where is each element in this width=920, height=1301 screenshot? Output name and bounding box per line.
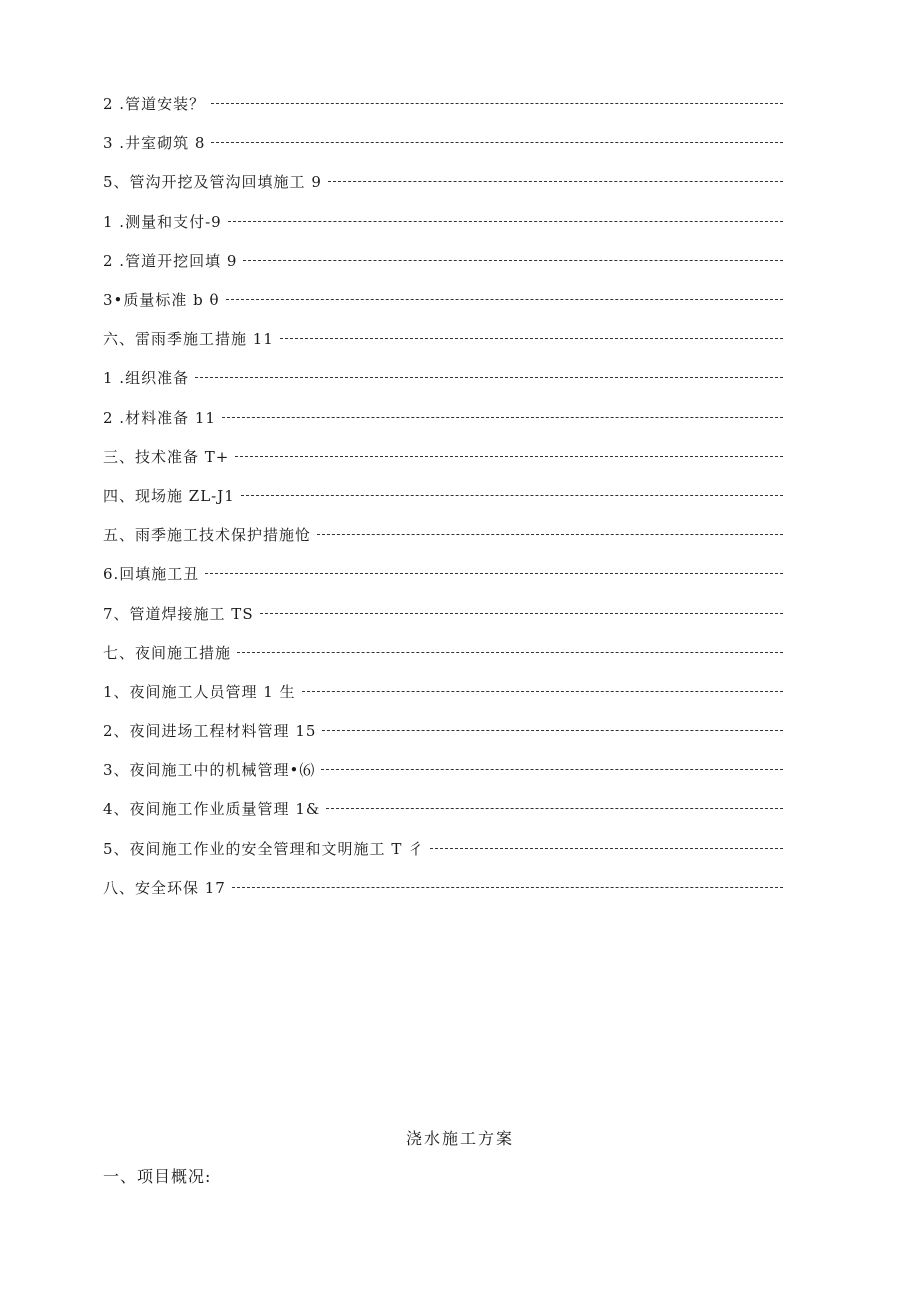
toc-entry-label: 三、技术准备 T+ [103, 447, 230, 466]
toc-leader [222, 417, 783, 418]
toc-entry[interactable] [103, 515, 783, 554]
toc-entry[interactable] [103, 358, 783, 397]
toc-entry[interactable] [103, 633, 783, 672]
toc-entry-label: 2、夜间进场工程材料管理 15 [103, 722, 317, 741]
toc-leader [228, 221, 783, 222]
toc-entry-label: 八、安全环保 17 [103, 878, 226, 897]
toc-entry[interactable] [103, 711, 783, 750]
toc-entry[interactable] [103, 672, 783, 711]
toc-entry[interactable] [103, 437, 783, 476]
toc-leader [205, 573, 783, 574]
toc-leader [321, 769, 783, 770]
toc-entry[interactable] [103, 162, 783, 201]
toc-leader [211, 142, 783, 143]
section-heading: 一、项目概况: [103, 1167, 212, 1186]
toc-entry[interactable] [103, 84, 783, 123]
toc-leader [235, 456, 783, 457]
toc-entry-label: 1 .测量和支付-9 [103, 212, 222, 231]
toc-entry-label: 5、管沟开挖及管沟回填施工 9 [103, 173, 322, 192]
toc-entry[interactable] [103, 123, 783, 162]
toc-leader [280, 338, 783, 339]
toc-leader [326, 808, 783, 809]
toc-entry[interactable] [103, 593, 783, 632]
toc-entry-label: 五、雨季施工技术保护措施怆 [103, 526, 312, 545]
toc-entry[interactable] [103, 398, 783, 437]
toc-leader [211, 103, 783, 104]
document-title: 浇水施工方案 [405, 1129, 514, 1148]
toc-entry-label: 4、夜间施工作业质量管理 1& [103, 800, 321, 819]
toc-leader [317, 534, 783, 535]
toc-entry-label: 四、现场施 ZL-J1 [103, 486, 235, 505]
toc-leader [243, 260, 783, 261]
toc-entry[interactable] [103, 476, 783, 515]
toc-entry[interactable] [103, 202, 783, 241]
toc-entry-label: 2 .管道开挖回填 9 [103, 251, 238, 270]
toc-entry[interactable] [103, 829, 783, 868]
toc-entry-label: 7、管道焊接施工 TS [103, 604, 254, 623]
toc-entry-label: 七、夜间施工措施 [103, 643, 232, 662]
toc-entry-label: 2 .管道安装？ [103, 95, 206, 114]
toc-leader [260, 613, 783, 614]
toc-leader [241, 495, 783, 496]
toc-entry[interactable] [103, 554, 783, 593]
toc-entry-label: 3•质量标准 b θ [103, 291, 220, 310]
toc-leader [328, 181, 783, 182]
toc-entry[interactable] [103, 280, 783, 319]
toc-entry-label: 5、夜间施工作业的安全管理和文明施工 T 彳 [103, 839, 425, 858]
toc-leader [237, 652, 783, 653]
toc-leader [430, 848, 783, 849]
toc-leader [226, 299, 783, 300]
toc-entry-label: 1 .组织准备 [103, 369, 190, 388]
toc-entry[interactable] [103, 750, 783, 789]
toc-leader [322, 730, 783, 731]
toc-entry-label: 3 .井室砌筑 8 [103, 134, 206, 153]
table-of-contents [103, 84, 783, 907]
toc-entry-label: 1、夜间施工人员管理 1 生 [103, 682, 296, 701]
toc-entry-label: 6.回填施工丑 [103, 565, 200, 584]
toc-entry-label: 3、夜间施工中的机械管理•⑹ [103, 761, 316, 780]
toc-entry[interactable] [103, 789, 783, 828]
toc-entry-label: 六、雷雨季施工措施 11 [103, 330, 274, 349]
toc-entry[interactable] [103, 241, 783, 280]
toc-leader [232, 887, 783, 888]
toc-leader [195, 377, 783, 378]
toc-leader [302, 691, 783, 692]
toc-entry[interactable] [103, 868, 783, 907]
toc-entry[interactable] [103, 319, 783, 358]
toc-entry-label: 2 .材料准备 11 [103, 408, 216, 427]
